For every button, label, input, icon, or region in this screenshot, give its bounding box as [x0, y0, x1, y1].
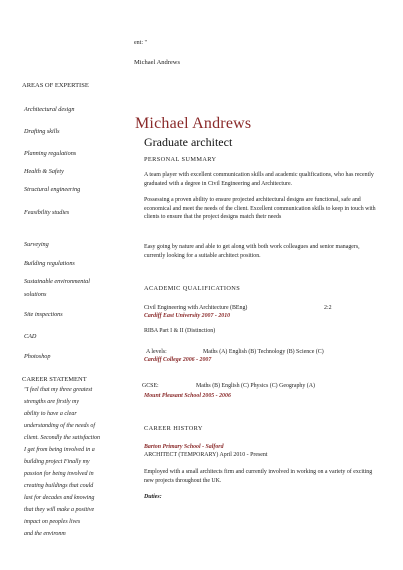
skill-item: CAD: [24, 333, 37, 340]
skill-item: solutions: [24, 291, 47, 298]
statement-line: strengths are firstly my: [24, 399, 80, 405]
summary-paragraph-2: Possessing a proven ability to ensure projected architectural designs are functional, safe and economical and meet the needs of the client. Excellent communication skills to keep in touch with clients to ensure that the project designs match their needs: [144, 197, 376, 220]
employer-line: Barton Primary School - Salford: [144, 444, 224, 450]
header-name: Michael Andrews: [134, 59, 181, 66]
statement-line: client. Secondly the satisfaction: [24, 435, 100, 441]
statement-line: impact on peoples lives: [24, 519, 81, 525]
skill-item: Photoshop: [24, 353, 51, 360]
degree-line: Civil Engineering with Architecture (BEng): [144, 305, 248, 311]
duties-label: Duties:: [144, 494, 162, 500]
statement-line: "I feel that my three greatest: [24, 387, 93, 393]
role-line: ARCHITECT (TEMPORARY) April 2010 - Present: [144, 452, 268, 458]
skill-item: Building regulations: [24, 260, 75, 267]
statement-line: I get from being involved in a: [24, 447, 95, 453]
summary-paragraph-1: A team player with excellent communication skills and academic qualifications, who has recently graduated with a degree in Civil Engineering and Architecture.: [144, 172, 374, 187]
skill-item: Drafting skills: [24, 128, 60, 135]
statement-line: passion for being involved in: [24, 471, 94, 477]
skill-item: Surveying: [24, 241, 49, 248]
skill-item: Structural engineering: [24, 186, 81, 193]
statement-line: creating buildings that could: [24, 483, 94, 489]
statement-line: understanding of the needs of: [24, 423, 95, 429]
career-history-heading: CAREER HISTORY: [144, 425, 203, 432]
summary-paragraph-3: Easy going by nature and able to get along with both work colleagues and senior managers, currently looking for a suitable architect position.: [144, 244, 360, 259]
statement-line: ability to have a clear: [24, 411, 77, 417]
statement-line: building project Finally my: [24, 459, 90, 465]
school-line: Mount Pleasant School 2005 - 2006: [144, 393, 231, 399]
alevels-label: A levels:: [146, 349, 167, 355]
university-line: Cardiff East University 2007 - 2010: [144, 313, 231, 319]
career-statement: [24, 384, 114, 540]
skill-item: Sustainable environmental: [24, 278, 90, 285]
header-ent: ent: ": [134, 40, 147, 46]
academic-heading: ACADEMIC QUALIFICATIONS: [144, 285, 241, 292]
gcse-label: GCSE:: [142, 383, 159, 389]
skill-item: Architectural design: [24, 106, 75, 113]
career-statement-heading: CAREER STATEMENT: [22, 376, 87, 383]
role-description: Employed with a small architects firm and currently involved in working on a variety of exciting new projects throughout the UK.: [144, 469, 373, 484]
degree-grade: 2:2: [324, 305, 332, 311]
main-name: Michael Andrews: [135, 115, 252, 132]
personal-summary-heading: PERSONAL SUMMARY: [144, 156, 217, 163]
alevels-line: Maths (A) English (B) Technology (B) Science (C): [203, 349, 324, 355]
riba-line: RIBA Part I & II (Distinction): [144, 328, 216, 334]
skill-item: Feasibility studies: [24, 209, 70, 216]
skill-item: Health & Safety: [24, 168, 64, 175]
gcse-line: Maths (B) English (C) Physics (C) Geography (A): [196, 383, 315, 389]
statement-line: and the environm: [24, 531, 66, 537]
duties-text: Duties: [144, 494, 160, 500]
statement-line: last for decades and knowing: [24, 495, 95, 501]
skill-item: Planning regulations: [24, 150, 77, 157]
main-title: Graduate architect: [144, 135, 233, 149]
college-line: Cardiff College 2006 - 2007: [144, 357, 212, 363]
statement-line: that they will make a positive: [24, 507, 95, 513]
skill-item: Site inspections: [24, 311, 63, 318]
areas-heading: AREAS OF EXPERTISE: [22, 82, 89, 89]
